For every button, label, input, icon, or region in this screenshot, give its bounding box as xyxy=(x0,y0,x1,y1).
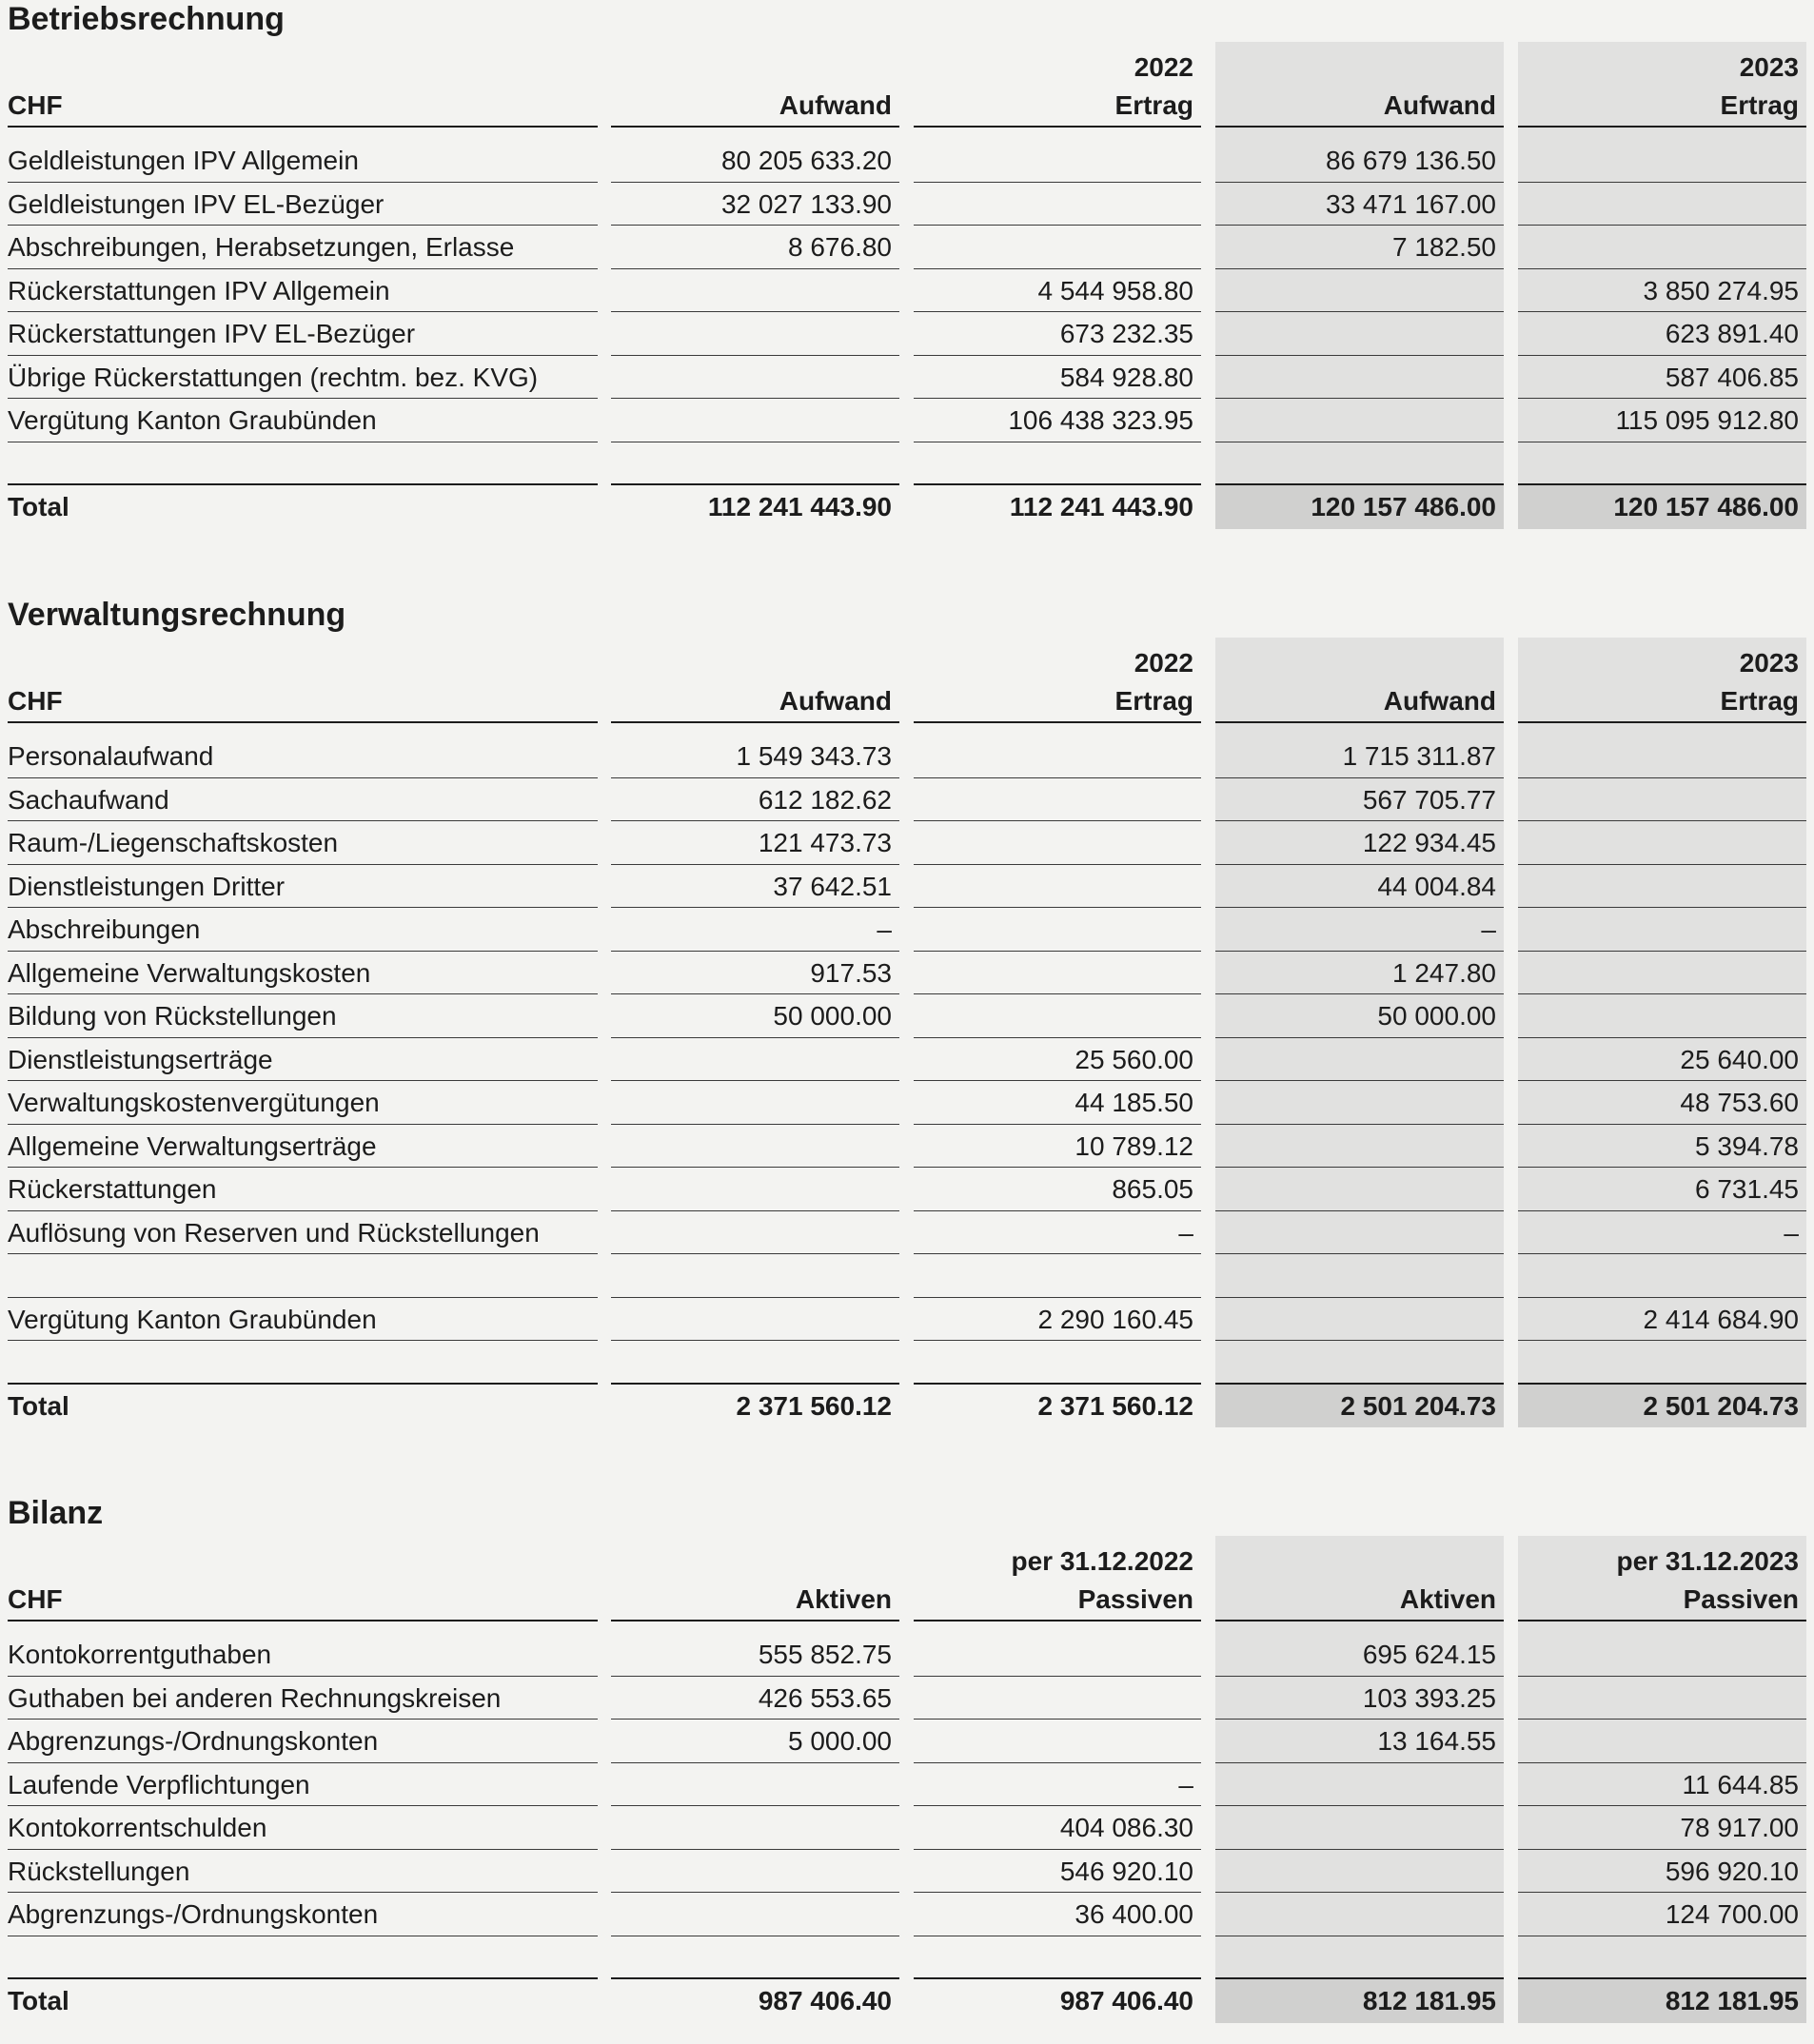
row-value: 5 394.78 xyxy=(1695,1130,1799,1161)
column-header: Aktiven xyxy=(795,1584,892,1614)
row-value: 103 393.25 xyxy=(1362,1682,1496,1713)
row-value xyxy=(914,994,1201,1037)
row-value: 612 182.62 xyxy=(758,784,892,815)
row-label: Abgrenzungs-/Ordnungskonten xyxy=(8,1899,379,1929)
row-value xyxy=(1215,399,1504,442)
row-value: 404 086.30 xyxy=(1059,1813,1193,1842)
total-value: 120 157 486.00 xyxy=(1311,492,1496,521)
row-value xyxy=(611,1341,899,1384)
header-rule xyxy=(914,126,1201,128)
total-value: 2 501 204.73 xyxy=(1643,1390,1799,1421)
column-header: Aufwand xyxy=(1383,686,1496,716)
row-value: 1 247.80 xyxy=(1392,957,1496,988)
row-value xyxy=(611,269,899,312)
row-value xyxy=(1215,269,1504,312)
row-value xyxy=(1215,1254,1504,1297)
row-value xyxy=(611,1211,899,1254)
row-value xyxy=(1215,1038,1504,1081)
row-label: Auflösung von Reserven und Rückstellungen xyxy=(8,1217,540,1248)
row-value xyxy=(1518,735,1806,777)
row-value: – xyxy=(877,914,892,944)
row-value: 44 004.84 xyxy=(1377,871,1496,901)
header-rule xyxy=(8,126,598,128)
year-label: 2022 xyxy=(1134,52,1193,82)
row-value xyxy=(1215,1850,1504,1893)
row-value: 78 917.00 xyxy=(1680,1813,1799,1842)
header-rule xyxy=(8,721,598,723)
row-label: Dienstleistungserträge xyxy=(8,1044,273,1074)
row-value xyxy=(914,183,1201,226)
row-value: 36 400.00 xyxy=(1075,1899,1193,1929)
row-value xyxy=(611,1254,899,1297)
row-label: Rückerstattungen IPV EL-Bezüger xyxy=(8,319,416,348)
header-rule xyxy=(1215,721,1504,723)
row-label: Abgrenzungs-/Ordnungskonten xyxy=(8,1726,379,1756)
row-value xyxy=(611,312,899,355)
row-label: Guthaben bei anderen Rechnungskreisen xyxy=(8,1682,502,1713)
row-value xyxy=(1215,1806,1504,1849)
row-value xyxy=(611,1893,899,1936)
row-value: – xyxy=(1178,1769,1193,1799)
row-value: 596 920.10 xyxy=(1665,1856,1799,1886)
row-value xyxy=(611,356,899,399)
row-label: Rückerstattungen xyxy=(8,1174,217,1204)
row-value: 865.05 xyxy=(1112,1174,1193,1204)
total-label: Total xyxy=(8,1986,69,2015)
header-rule xyxy=(8,1620,598,1621)
row-value: – xyxy=(1178,1217,1193,1248)
row-label: Sachaufwand xyxy=(8,784,169,815)
row-value xyxy=(1215,1893,1504,1936)
row-value: 11 644.85 xyxy=(1682,1769,1799,1799)
row-value xyxy=(914,952,1201,994)
row-value: 25 640.00 xyxy=(1680,1044,1799,1074)
row-value: 587 406.85 xyxy=(1665,362,1799,392)
column-header: Aktiven xyxy=(1399,1584,1496,1614)
row-value: 86 679 136.50 xyxy=(1325,146,1496,175)
row-label: Kontokorrentschulden xyxy=(8,1813,267,1842)
header-rule xyxy=(1518,721,1806,723)
total-value: 112 241 443.90 xyxy=(1009,492,1193,521)
row-value xyxy=(1518,1633,1806,1676)
row-label xyxy=(8,1254,598,1297)
section-betriebsrechnung xyxy=(0,0,1814,539)
section-bilanz xyxy=(0,1494,1814,2033)
header-rule xyxy=(1215,1620,1504,1621)
row-value: 80 205 633.20 xyxy=(720,146,892,175)
row-value xyxy=(1518,1677,1806,1720)
unit-label: CHF xyxy=(8,686,63,716)
row-value xyxy=(611,1298,899,1341)
column-header: Ertrag xyxy=(1720,686,1799,716)
row-label: Übrige Rückerstattungen (rechtm. bez. KVG) xyxy=(8,362,539,392)
year-label: 2023 xyxy=(1739,52,1799,82)
header-rule xyxy=(914,721,1201,723)
row-value: 2 414 684.90 xyxy=(1643,1304,1799,1334)
row-label: Laufende Verpflichtungen xyxy=(8,1769,310,1799)
row-value: 673 232.35 xyxy=(1059,319,1193,348)
row-label: Allgemeine Verwaltungserträge xyxy=(8,1130,377,1161)
row-label: Rückerstattungen IPV Allgemein xyxy=(8,275,390,305)
row-label: Geldleistungen IPV EL-Bezüger xyxy=(8,188,384,219)
row-value: 4 544 958.80 xyxy=(1037,275,1193,305)
row-value xyxy=(1518,865,1806,908)
row-value: – xyxy=(1784,1217,1799,1248)
row-label: Kontokorrentguthaben xyxy=(8,1640,272,1669)
row-value: 33 471 167.00 xyxy=(1325,188,1496,219)
column-header: Aufwand xyxy=(779,686,892,716)
row-value: 121 473.73 xyxy=(758,828,892,857)
row-value: 13 164.55 xyxy=(1377,1726,1496,1756)
row-value: 426 553.65 xyxy=(758,1682,892,1713)
row-value xyxy=(914,1633,1201,1676)
row-value: 555 852.75 xyxy=(758,1640,892,1669)
row-value: 1 715 311.87 xyxy=(1342,741,1496,771)
row-value xyxy=(611,399,899,442)
column-header: Passiven xyxy=(1683,1584,1799,1614)
row-value xyxy=(1215,1125,1504,1168)
row-value: 584 928.80 xyxy=(1059,362,1193,392)
year-label: 2022 xyxy=(1134,648,1193,678)
row-value xyxy=(1518,952,1806,994)
row-value: 37 642.51 xyxy=(773,871,892,901)
row-label: Vergütung Kanton Graubünden xyxy=(8,405,377,435)
row-value xyxy=(914,821,1201,864)
column-header: Ertrag xyxy=(1114,90,1193,120)
header-rule xyxy=(611,126,899,128)
column-header: Aufwand xyxy=(1383,90,1496,120)
row-value xyxy=(914,226,1201,268)
row-label: Allgemeine Verwaltungskosten xyxy=(8,957,371,988)
row-value xyxy=(1518,821,1806,864)
year-label: 2023 xyxy=(1739,648,1799,678)
row-value: 623 891.40 xyxy=(1665,319,1799,348)
row-label: Raum-/Liegenschaftskosten xyxy=(8,828,339,857)
row-value xyxy=(1518,183,1806,226)
row-value xyxy=(1215,1298,1504,1341)
row-value xyxy=(1215,1936,1504,1979)
row-value xyxy=(914,908,1201,951)
row-value xyxy=(1215,1168,1504,1210)
row-value: 6 731.45 xyxy=(1695,1174,1799,1204)
row-value: 5 000.00 xyxy=(788,1726,892,1756)
row-label: Vergütung Kanton Graubünden xyxy=(8,1304,377,1334)
row-value: – xyxy=(1481,914,1496,944)
row-value: 48 753.60 xyxy=(1680,1088,1799,1117)
section-title: Betriebsrechnung xyxy=(8,1,285,37)
row-value xyxy=(1518,139,1806,182)
total-value: 120 157 486.00 xyxy=(1613,492,1799,521)
header-rule xyxy=(914,1620,1201,1621)
row-label: Abschreibungen xyxy=(8,914,201,944)
row-value xyxy=(914,1936,1201,1979)
row-value xyxy=(914,865,1201,908)
row-value: 106 438 323.95 xyxy=(1008,405,1193,435)
row-label xyxy=(8,442,598,485)
section-verwaltungsrechnung xyxy=(0,596,1814,1437)
row-value xyxy=(1215,442,1504,485)
total-value: 812 181.95 xyxy=(1665,1986,1799,2015)
header-rule xyxy=(1518,1620,1806,1621)
row-value: 32 027 133.90 xyxy=(720,188,892,219)
row-value: 2 290 160.45 xyxy=(1037,1304,1193,1334)
column-header: Passiven xyxy=(1077,1584,1193,1614)
row-value: 695 624.15 xyxy=(1362,1640,1496,1669)
column-header: Ertrag xyxy=(1114,686,1193,716)
row-label: Geldleistungen IPV Allgemein xyxy=(8,146,359,175)
row-value: 917.53 xyxy=(810,957,892,988)
row-value xyxy=(611,1763,899,1806)
row-value xyxy=(611,1081,899,1124)
row-value xyxy=(1518,226,1806,268)
row-value xyxy=(914,778,1201,821)
row-label: Abschreibungen, Herabsetzungen, Erlasse xyxy=(8,232,515,262)
row-value xyxy=(914,1720,1201,1762)
row-label xyxy=(8,1936,598,1979)
row-value xyxy=(1215,1081,1504,1124)
row-value xyxy=(914,735,1201,777)
header-rule xyxy=(611,721,899,723)
total-value: 812 181.95 xyxy=(1362,1986,1496,2015)
row-label xyxy=(8,1341,598,1384)
unit-label: CHF xyxy=(8,90,63,120)
total-value: 987 406.40 xyxy=(1059,1986,1193,2015)
row-value xyxy=(1518,1936,1806,1979)
row-value: 124 700.00 xyxy=(1665,1899,1799,1929)
total-value: 987 406.40 xyxy=(758,1986,892,2015)
header-rule xyxy=(1215,126,1504,128)
row-value: 122 934.45 xyxy=(1362,828,1496,857)
year-label: per 31.12.2022 xyxy=(1011,1546,1193,1576)
total-value: 2 371 560.12 xyxy=(736,1390,892,1421)
row-value xyxy=(1215,356,1504,399)
section-title: Bilanz xyxy=(8,1495,104,1531)
row-label: Dienstleistungen Dritter xyxy=(8,871,286,901)
column-header: Ertrag xyxy=(1720,90,1799,120)
column-header: Aufwand xyxy=(779,90,892,120)
row-value xyxy=(1518,778,1806,821)
row-value xyxy=(611,1038,899,1081)
row-value: 567 705.77 xyxy=(1362,784,1496,815)
row-value xyxy=(1215,312,1504,355)
row-label: Verwaltungskostenvergütungen xyxy=(8,1088,380,1117)
total-value: 2 371 560.12 xyxy=(1037,1390,1193,1421)
row-value xyxy=(1518,1341,1806,1384)
row-value xyxy=(1518,994,1806,1037)
header-rule xyxy=(611,1620,899,1621)
row-label: Rückstellungen xyxy=(8,1856,190,1886)
row-value xyxy=(1518,442,1806,485)
row-value: 546 920.10 xyxy=(1059,1856,1193,1886)
row-value: 44 185.50 xyxy=(1075,1088,1193,1117)
row-label: Bildung von Rückstellungen xyxy=(8,1001,337,1031)
header-rule xyxy=(1518,126,1806,128)
row-value xyxy=(611,1125,899,1168)
row-value xyxy=(1518,1254,1806,1297)
row-value: 50 000.00 xyxy=(1377,1001,1496,1031)
row-value xyxy=(611,442,899,485)
row-value xyxy=(1518,908,1806,951)
row-value xyxy=(611,1850,899,1893)
year-label: per 31.12.2023 xyxy=(1616,1546,1799,1576)
row-value: 8 676.80 xyxy=(788,232,892,262)
row-label: Personalaufwand xyxy=(8,741,214,771)
row-value xyxy=(611,1936,899,1979)
total-value: 112 241 443.90 xyxy=(707,492,892,521)
row-value: 115 095 912.80 xyxy=(1615,405,1799,435)
row-value xyxy=(1518,1720,1806,1762)
total-label: Total xyxy=(8,1390,69,1421)
row-value: 7 182.50 xyxy=(1392,232,1496,262)
row-value xyxy=(611,1168,899,1210)
total-label: Total xyxy=(8,492,69,521)
row-value: 3 850 274.95 xyxy=(1643,275,1799,305)
row-value xyxy=(611,1806,899,1849)
row-value: 1 549 343.73 xyxy=(736,741,892,771)
row-value xyxy=(914,1254,1201,1297)
section-title: Verwaltungsrechnung xyxy=(8,597,346,633)
row-value xyxy=(914,1677,1201,1720)
row-value xyxy=(914,442,1201,485)
row-value xyxy=(1215,1341,1504,1384)
row-value xyxy=(1215,1211,1504,1254)
total-value: 2 501 204.73 xyxy=(1340,1390,1496,1421)
row-value xyxy=(914,139,1201,182)
unit-label: CHF xyxy=(8,1584,63,1614)
row-value xyxy=(914,1341,1201,1384)
row-value xyxy=(1215,1763,1504,1806)
row-value: 25 560.00 xyxy=(1075,1044,1193,1074)
row-value: 50 000.00 xyxy=(773,1001,892,1031)
row-value: 10 789.12 xyxy=(1075,1130,1193,1161)
